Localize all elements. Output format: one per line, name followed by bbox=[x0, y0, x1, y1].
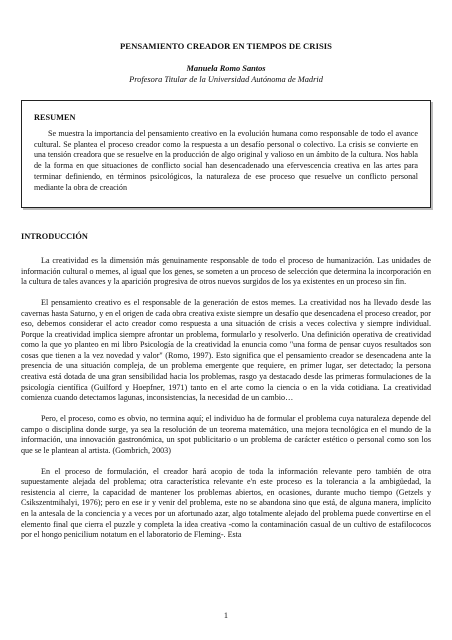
author-name: Manuela Romo Santos bbox=[186, 64, 266, 73]
abstract-text: Se muestra la importancia del pensamiento creativo en la evolución humana como responsable de todo el avance cultural. Se plantea el proceso creador como la respuesta a un desafío personal o colectivo. La crisis se convierte en una tensión creadora que se resuelve en la producción de algo original y valioso en un ámbito de la cultura. Nos habla de la forma en que situaciones de conflicto social han desencadenado una efervescencia creativa en las artes para terminar definiendo, en términos psicológicos, la naturaleza de ese proceso que resuelve un conflicto personal mediante la obra de creación bbox=[34, 129, 418, 192]
body-paragraph: En el proceso de formulación, el creador hará acopio de toda la información relevante pero también de otra supuestamente alejada del problema; otra característica relevante e'n este proceso es la tolerancia a la ambigüedad, la resistencia al cierre, la capacidad de mantener los problemas abiertos, en ocasiones, durante mucho tiempo (Getzels y Csikszentmihalyi, 1976); pero en ese ir y venir del problema, este no se abandona sino que está, de alguna manera, implícito en la antesala de la conciencia y a veces por un afortunado azar, algo totalmente alejado del problema puede convertirse en el elemento final que cierra el puzzle y completa la idea creativa -como la contaminación casual de un cultivo de estafilococos por el hongo penicilium notatum en el laboratorio de Fleming-. Esta bbox=[21, 466, 431, 540]
section-body bbox=[21, 256, 431, 551]
body-paragraph: El pensamiento creativo es el responsable de la generación de estos memes. La creatividad nos ha llevado desde las cavernas hasta Saturno, y en el origen de cada obra creativa existe siempre un desafío que desencadena el proceso creador, por eso, debemos considerar el acto creador como respuesta a una situación de crisis a veces colectiva y siempre individual. Porque la creatividad implica siempre afrontar un problema, formularlo y resolverlo. Una definición operativa de creatividad como la que yo planteo en mi libro Psicología de la creatividad la enuncia como "una forma de pensar cuyos resultados son cosas que tienen a la vez novedad y valor" (Romo, 1997). Esto significa que el pensamiento creador se desencadena ante la presencia de una situación compleja, de un problema emergente que requiere, en primer lugar, ser detectado; la persona creativa está dotada de una gran sensibilidad hacia los problemas, rasgo ya destacado desde las primeras formulaciones de la psicología científica (Guilford y Hoepfner, 1971) tanto en el arte como la ciencia o en la vida cotidiana. La creatividad comienza cuando detectamos lagunas, inconsistencias, la necesidad de un cambio… bbox=[21, 298, 431, 403]
body-paragraph: La creatividad es la dimensión más genuinamente responsable de todo el proceso de humanización. Las unidades de información cultural o memes, al igual que los genes, se someten a un proceso de selección que determina la incorporación en la cultura de tales avances y la aparición progresiva de otros nuevos surgidos de los ya existentes en un proceso sin fin. bbox=[21, 256, 431, 287]
paper-title: PENSAMIENTO CREADOR EN TIEMPOS DE CRISIS bbox=[119, 41, 333, 51]
abstract-heading: RESUMEN bbox=[34, 113, 76, 122]
abstract-box bbox=[21, 100, 431, 208]
author-affiliation: Profesora Titular de la Universidad Autónoma de Madrid bbox=[129, 75, 323, 84]
page-number: 1 bbox=[223, 611, 229, 620]
section-heading: INTRODUCCIÓN bbox=[21, 232, 88, 241]
body-paragraph: Pero, el proceso, como es obvio, no termina aquí; el individuo ha de formular el problema cuya naturaleza depende del campo o disciplina donde surge, ya sea la resolución de un teorema matemático, una mejora tecnológica en el mundo de la información, una innovación gastronómica, un spot publicitario o un problema de carácter estético o personal como son los que se le plantean al artista. (Gombrich, 2003) bbox=[21, 414, 431, 455]
